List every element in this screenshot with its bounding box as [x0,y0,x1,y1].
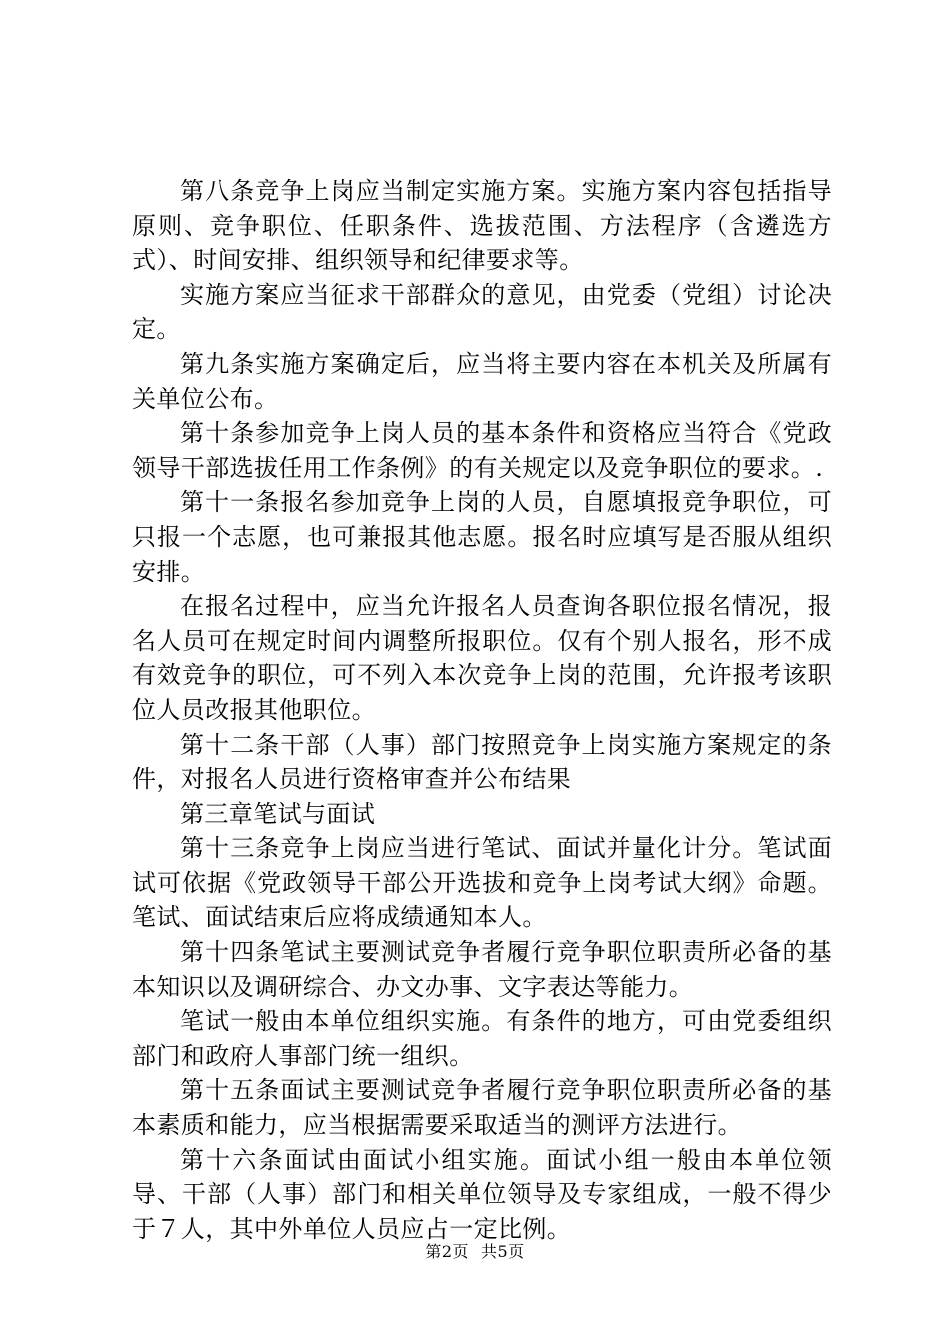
page-footer [0,1241,950,1263]
paragraph: 第九条实施方案确定后，应当将主要内容在本机关及所属有关单位公布。 [132,349,832,413]
chapter-heading: 第三章笔试与面试 [180,799,376,828]
paragraph: 笔试一般由本单位组织实施。有条件的地方，可由党委组织部门和政府人事部门统一组织。 [132,1007,832,1070]
paragraph: 第十六条面试由面试小组实施。面试小组一般由本单位领导、干部（人事）部门和相关单位领导及专家组成，一般不得少于７人，其中外单位人员应占一定比例。 [132,1145,832,1243]
paragraph: 第十三条竞争上岗应当进行笔试、面试并量化计分。笔试面试可依据《党政领导干部公开选拔和竞争上岗考试大纲》命题。笔试、面试结束后应将成绩通知本人。 [132,834,832,932]
page-number: 第2页 [425,1242,469,1261]
paragraph: 第十二条干部（人事）部门按照竞争上岗实施方案规定的条件，对报名人员进行资格审查并公布结果 [132,730,832,794]
document-body [132,174,832,1246]
paragraph: 实施方案应当征求干部群众的意见，由党委（党组）讨论决定。 [132,280,832,344]
page-total: 共5页 [481,1242,525,1261]
paragraph: 在报名过程中，应当允许报名人员查询各职位报名情况，报名人员可在规定时间内调整所报职位。仅有个别人报名，形不成有效竞争的职位，可不列入本次竞争上岗的范围，允许报考该职位人员改报其他职位。 [132,592,832,724]
paragraph: 第十条参加竞争上岗人员的基本条件和资格应当符合《党政领导干部选拔任用工作条例》的有关规定以及竞争职位的要求。. [132,419,832,482]
paragraph: 第八条竞争上岗应当制定实施方案。实施方案内容包括指导原则、竞争职位、任职条件、选拔范围、方法程序（含遴选方式）、时间安排、组织领导和纪律要求等。 [132,177,832,275]
paragraph: 第十一条报名参加竞争上岗的人员，自愿填报竞争职位，可只报一个志愿，也可兼报其他志愿。报名时应填写是否服从组织安排。 [132,488,832,586]
paragraph: 第十四条笔试主要测试竞争者履行竞争职位职责所必备的基本知识以及调研综合、办文办事、文字表达等能力。 [132,938,832,1001]
paragraph: 第十五条面试主要测试竞争者履行竞争职位职责所必备的基本素质和能力，应当根据需要采取适当的测评方法进行。 [132,1076,832,1140]
